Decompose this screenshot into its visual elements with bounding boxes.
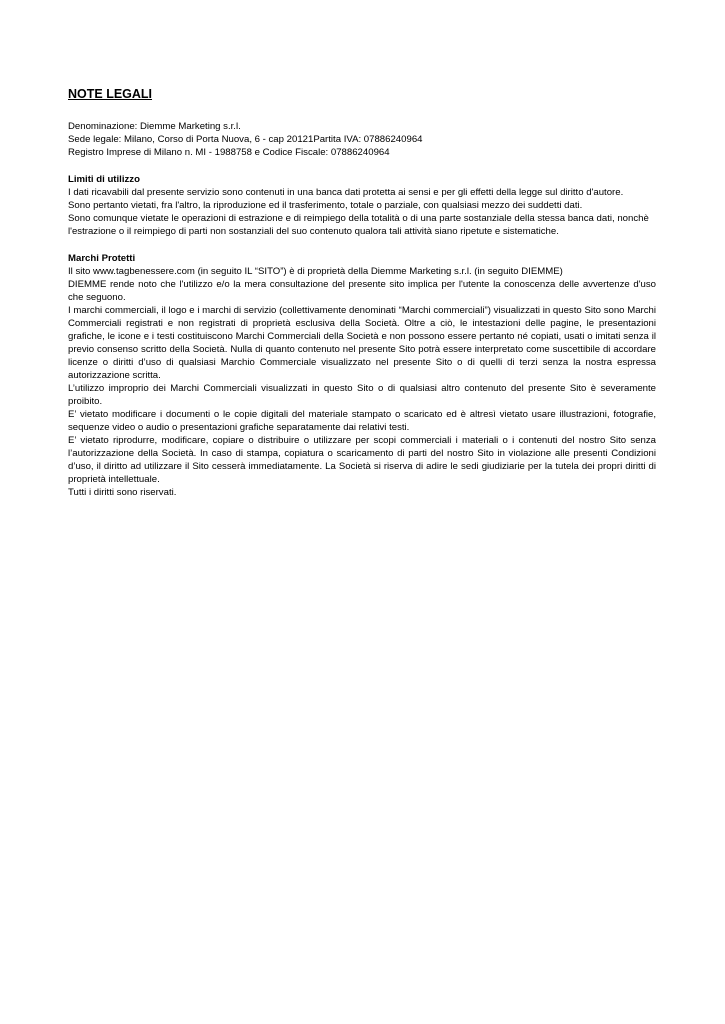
registered-office-line: Sede legale: Milano, Corso di Porta Nuova, 6 - cap 20121Partita IVA: 07886240964: [68, 134, 423, 145]
trademarks-paragraph: E’ vietato riprodurre, modificare, copiare o distribuire o utilizzare per scopi commerciali i materiali o i contenuti del nostro Sito senza l’autorizzazione della Società. In caso di stampa, copiatura o scaricamento di parti del nostro Sito in violazione alle presenti Condizioni d’uso, il diritto ad utilizzare il Sito cesserà immediatamente. La Società si riserva di adire le sedi giudiziarie per la tutela dei propri diritti di proprietà intellettuale.: [68, 435, 656, 485]
business-register-line: Registro Imprese di Milano n. MI - 1988758 e Codice Fiscale: 07886240964: [68, 147, 390, 158]
trademarks-section: [68, 252, 656, 499]
trademarks-paragraph: L’utilizzo improprio dei Marchi Commerciali visualizzati in questo Sito o di qualsiasi altro contenuto del presente Sito è severamente proibito.: [68, 383, 656, 407]
usage-paragraph: Sono pertanto vietati, fra l'altro, la riproduzione ed il trasferimento, totale o parziale, con qualsiasi mezzo dei suddetti dati.: [68, 200, 583, 211]
company-info: [68, 120, 656, 159]
trademarks-paragraph: Tutti i diritti sono riservati.: [68, 487, 177, 498]
legal-notes-page: [68, 86, 656, 513]
usage-limits-section: [68, 173, 656, 238]
document-title: NOTE LEGALI: [68, 87, 153, 101]
trademarks-paragraph: E’ vietato modificare i documenti o le copie digitali del materiale stampato o scaricato ed è altresì vietato usare illustrazioni, fotografie, sequenze video o audio o presentazioni grafiche separatamente dai relativi testi.: [68, 409, 656, 433]
trademarks-paragraph: I marchi commerciali, il logo e i marchi di servizio (collettivamente denominati “Marchi commerciali”) visualizzati in questo Sito sono Marchi Commerciali registrati e non registrati di proprietà esclusiva della Società. Oltre a ciò, le intestazioni delle pagine, le presentazioni grafiche, le icone e i testi costituiscono Marchi Commerciali della Società e non possono essere pertanto né copiati, usati o imitati senza il previo consenso scritto della Società. Nulla di quanto contenuto nel presente Sito potrà essere interpretato come suscettibile di accordare licenze o diritti d’uso di qualsiasi Marchio Commerciale visualizzato nel presente Sito o di quelli di terzi senza la nostra espressa autorizzazione scritta.: [68, 305, 656, 381]
trademarks-paragraph: DIEMME rende noto che l'utilizzo e/o la mera consultazione del presente sito implica per l'utente la conoscenza delle avvertenze d'uso che seguono.: [68, 279, 656, 303]
usage-limits-heading: Limiti di utilizzo: [68, 174, 140, 185]
company-name-line: Denominazione: Diemme Marketing s.r.l.: [68, 121, 241, 132]
usage-paragraph: Sono comunque vietate le operazioni di estrazione e di reimpiego della totalità o di una parte sostanziale della stessa banca dati, nonchè l'estrazione o il reimpiego di parti non sostanziali del suo contenuto qualora tali attività siano ripetute e sistematiche.: [68, 213, 649, 237]
trademarks-heading: Marchi Protetti: [68, 253, 136, 264]
usage-paragraph: I dati ricavabili dal presente servizio sono contenuti in una banca dati protetta ai sensi e per gli effetti della legge sul diritto d'autore.: [68, 187, 624, 198]
trademarks-paragraph: Il sito www.tagbenessere.com (in seguito IL “SITO”) è di proprietà della Diemme Marketing s.r.l. (in seguito DIEMME): [68, 266, 563, 277]
